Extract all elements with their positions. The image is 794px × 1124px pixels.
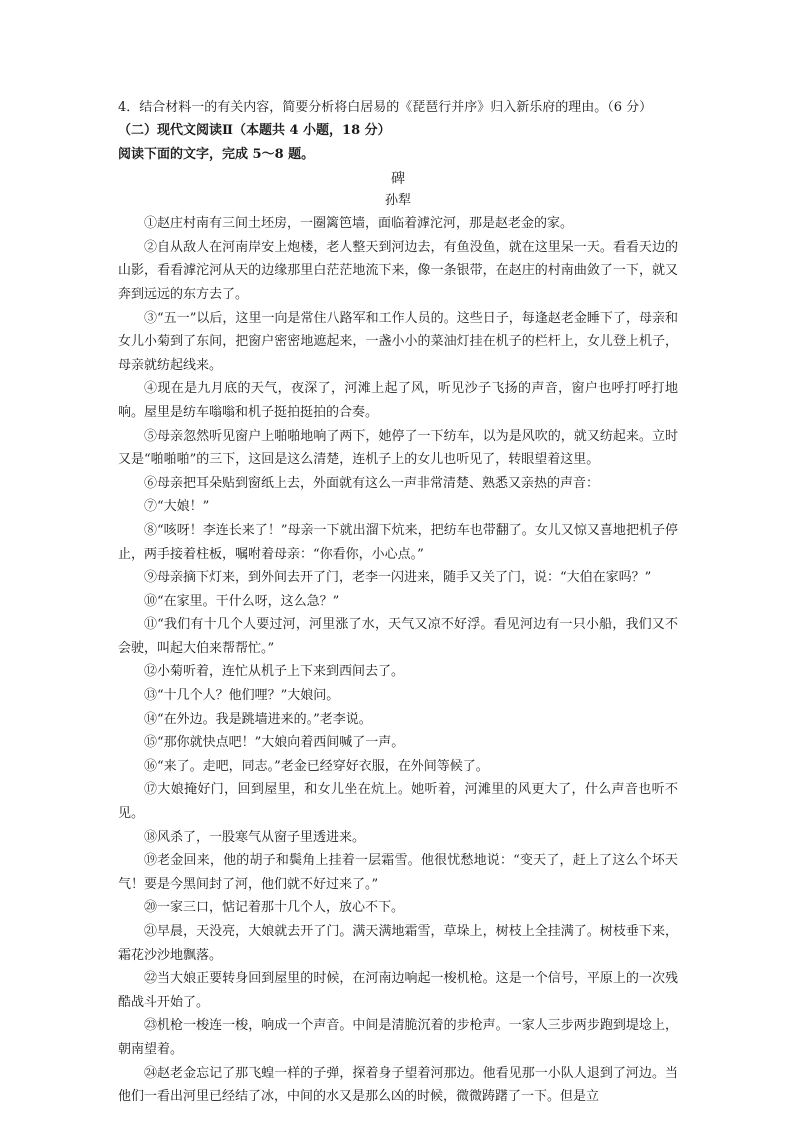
paragraph-13: ⑬“十几个人？他们哩？”大娘问。	[144, 688, 340, 704]
paragraph-10: ⑩“在家里。干什么呀，这么急？”	[144, 593, 340, 609]
paragraph-8: ⑧“咳呀！李连长来了！”母亲一下就出溜下炕来，把纺车也带翻了。女儿又惊又喜地把机子停止，两手接着柱板，嘱咐着母亲：“你看你，小心点。”	[118, 522, 678, 562]
reading-instruction: 阅读下面的文字，完成 5～8 题。	[118, 146, 315, 162]
page-content	[118, 96, 678, 1109]
paragraph-11: ⑪“我们有十几个人要过河，河里涨了水，天气又凉不好浮。看见河边有一只小船，我们又不会驶，叫起大伯来帮帮忙。”	[118, 617, 678, 656]
paragraph-4: ④现在是九月底的天气，夜深了，河滩上起了风，听见沙子飞扬的声音，窗户也呼打呼打地响。屋里是纺车嗡嗡和机子挺拍挺拍的合奏。	[118, 381, 678, 420]
section-heading: （二）现代文阅读Ⅱ（本题共 4 小题，18 分）	[118, 123, 391, 138]
question-4: 4．结合材料一的有关内容，简要分析将白居易的《琵琶行并序》归入新乐府的理由。（6 分）	[118, 100, 653, 115]
paragraph-7: ⑦“大娘！”	[144, 499, 210, 515]
paragraph-2: ②自从敌人在河南岸安上炮楼，老人整天到河边去，有鱼没鱼，就在这里呆一天。看看天边的山影，看看滹沱河从天的边缘那里白茫茫地流下来，像一条银带，在赵庄的村南曲敛了一下，就又奔到远远的东方去了。	[118, 239, 678, 302]
paragraph-5: ⑤母亲忽然听见窗户上啪啪地响了两下，她停了一下纺车，以为是风吹的，就又纺起来。立时又是“啪啪啪”的三下，这回是这么清楚，连机子上的女儿也听见了，转眼望着这里。	[118, 428, 678, 468]
paragraph-18: ⑱风杀了，一股寒气从窗子里透进来。	[144, 829, 366, 845]
paragraph-15: ⑮“那你就快点吧！”大娘向着西间喊了一声。	[144, 735, 405, 751]
paragraph-17: ⑰大娘掩好门，回到屋里，和女儿坐在炕上。她听着，河滩里的风更大了，什么声音也听不见。	[118, 782, 678, 822]
paragraph-21: ㉑早晨，天没亮，大娘就去开了门。满天满地霜雪，草垛上，树枝上全挂满了。树枝垂下来，霜花沙沙地飘落。	[118, 924, 678, 963]
paragraph-3: ③“五一”以后，这里一向是常住八路军和工作人员的。这些日子，每逢赵老金睡下了，母亲和女儿小菊到了东间，把窗户密密地遮起来，一盏小小的菜油灯挂在机子的栏杆上，女儿登上机子，母亲就纺起线来。	[118, 310, 678, 373]
paragraph-16: ⑯“来了。走吧，同志。”老金已经穿好衣服，在外间等候了。	[144, 758, 489, 774]
paragraph-20: ⑳一家三口，惦记着那十几个人，放心不下。	[144, 900, 405, 916]
paragraph-9: ⑨母亲摘下灯来，到外间去开了门，老李一闪进来，随手又关了门，说：“大伯在家吗？”	[144, 570, 652, 586]
paragraph-6: ⑥母亲把耳朵贴到窗纸上去，外面就有这么一声非常清楚、熟悉又亲热的声音：	[144, 475, 600, 491]
paragraph-1: ①赵庄村南有三间土坯房，一圈篱笆墙，面临着滹沱河，那是赵老金的家。	[144, 216, 574, 232]
paragraph-12: ⑫小菊听着，连忙从机子上下来到西间去了。	[144, 664, 405, 680]
paragraph-24: ㉔赵老金忘记了那飞蝗一样的子弹，探着身子望着河那边。他看见那一小队人退到了河边。当他们一看出河里已经结了冰，中间的水又是那么凶的时候，微微踌躇了一下。但是立	[118, 1065, 678, 1105]
paragraph-19: ⑲老金回来，他的胡子和鬓角上挂着一层霜雪。他很忧愁地说：“变天了，赶上了这么个坏天气！要是今黑间封了河，他们就不好过来了。”	[118, 853, 678, 892]
story-title: 碑	[391, 171, 405, 188]
story-author: 孙犁	[384, 193, 411, 209]
paragraph-23: ㉓机枪一梭连一梭，响成一个声音。中间是清脆沉着的步枪声。一家人三步两步跑到堤埝上，朝南望着。	[118, 1018, 678, 1057]
paragraph-14: ⑭“在外边。我是跳墙进来的。”老李说。	[144, 711, 372, 727]
paragraph-22: ㉒当大娘正要转身回到屋里的时候，在河南边响起一梭机枪。这是一个信号，平原上的一次残酷战斗开始了。	[118, 971, 678, 1010]
